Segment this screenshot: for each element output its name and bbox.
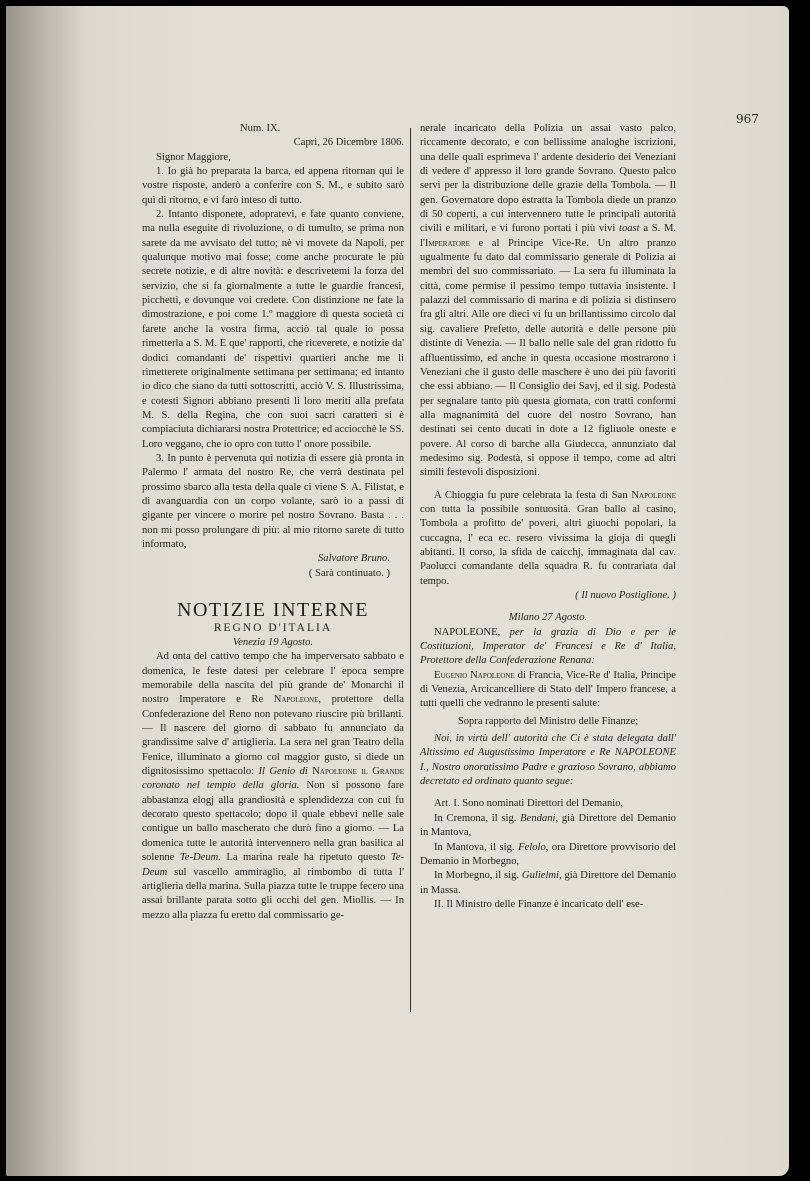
column-divider (410, 128, 411, 1012)
venezia-article: Ad onta del cattivo tempo che ha imperversato sabbato e domenica, le feste datesi per celebrare l' epoca sempre memorabile della nascita del più grande de' Monarchi il nostro Imperatore e Re Napoleone, protettore della Confederazione del Reno non potevano riuscire più brillanti. — Il nascere del giorno di sabbato fu annunciato da grandissime salve d' artiglieria. La sera nel gran Teatro della Fenice, illuminato a giorno col maggior gusto, si diede un dignitosissimo spettacolo: Il Genio di Napoleone il Grande coronato nel tempio della gloria. Non si possono fare abbastanza elogj alla grandiosità e splendidezza con cui fu decorato questo spettacolo; dopo il quale ebbevi nelle sale contigue un ballo mascherato che durò fino a giorno. — La domenica tutte le autorità intervennero nella gran basilica al solenne Te-Deum. La marina reale ha ripetuto questo Te-Deum sul vascello ammiraglio, al rimbombo di tutta l' artiglieria della marina. Sulla piazza tutte le truppe fecero una assai brillante parata sotto gli occhi del gen. Miollis. — In mezzo alla piazza fu eretto dal commissario ge- (142, 651, 404, 921)
morbegno-line: In Morbegno, il sig. Gulielmi, già Direttore del Demanio in Massa. (420, 870, 676, 896)
venezia-article-continued: nerale incaricato della Polizia un assai vasto palco, riccamente decorato, e con bellissime analoghe iscrizioni, una delle quali esprimeva l' ardente desiderio dei Veneziani di vedere d' appresso il loro grande Sovrano. Questo palco servì per la distribuzione delle grazie della Tombola. — Il gen. Governatore dopo estratta la Tombola diede un pranzo di 50 coperti, a cui intervennero tutte le principali autorità civili e militari, e vi furono portati i più vivi toast a S. M. l'Imperatore e al Principe Vice-Re. Un altro pranzo ugualmente fu dato dal commissario generale di Polizia ai membri del suo commissariato. — La sera fu illuminata la città, come permise il pessimo tempo tuttavia insistente. I palazzi del commissario di marina e di polizia si distinsero fra gli altri. Alle ore dieci vi fu un brillantissimo circolo dal sig. cavaliere Prefetto, delle autorità e delle persone più distinte di Venezia. — Il ballo nelle sale del gran ridotto fu affluentissimo, ed anche in questa occasione mostrarono i Veneziani che il gusto delle maschere è uno dei più favoriti che essi abbiano. — Il Consiglio dei Savj, ed il sig. Podestà per segnalare tanto più questa giornata, con tratti conformi alla magnanimità del cuore del nostro Sovrano, han destinati sei cento ducati in dote a 12 figliuole oneste e povere. Al corso di barche alla Giudecca, annunziato dal medesimo sig. Podestà, si oppose il tempo, come ad altri simili festevoli disposizioni. (420, 123, 677, 479)
section-headline: NOTIZIE INTERNE (177, 599, 369, 621)
right-column (420, 122, 676, 912)
left-column (142, 122, 404, 923)
article-1: Art. I. Sono nominati Direttori del Demanio, (434, 798, 624, 810)
sopra-rapporto: Sopra rapporto del Ministro delle Finanze; (457, 715, 639, 727)
source-note: ( Il nuovo Postiglione. ) (575, 590, 676, 601)
letter-paragraph-2: 2. Intanto disponete, adopratevi, e fate quanto conviene, ma nulla eseguite di rivoluzione, o di tumulto, se prima non sarete da me avvisato del tutto; nè vi movete da Napoli, per qualunque motivo mai fosse; come anche procurate le più secrete notizie, e di altre novità: e descrivetemi la forza del servizio, che si fa giornalmente a tutte le guardie francesi, picchetti, e dovunque voi credete. Con distinzione ne fate la dimostrazione, e poi come 1.º maggiore di questa società ci farete anche la vostra firma, acciò tal quale io possa rimetterla a S. M. E que' rapporti, che riceverete, e notizie da' dodici comandanti de' rispettivi quartieri anche me li rimetterete originalmente settimana per settimana; ed intanto io dico che siano da tutti sottoscritti, acciò V. S. Illustrissima, e cotesti Signori abbiano presenti li loro meriti alla prefata M. S. della Regina, che con suoi sacri caratteri si è compiaciuta dichiararsi nostra Protettrice; ed acciocchè le SS. Loro veggano, che io opro con tutto l' onore possibile. (142, 209, 404, 450)
page-fold-shadow (6, 6, 86, 1176)
noi-paragraph: Noi, in virtù dell' autorità che Ci è stata delegata dall' Altissimo ed Augustissimo Imperatore e Re NAPOLEONE I., Nostro onoratissimo Padre e grazioso Sovrano, abbiamo decretato ed ordinato quanto segue: (420, 733, 676, 788)
letter-signature: Salvatore Bruno. (318, 553, 390, 565)
milano-dateline: Milano 27 Agosto. (508, 612, 588, 624)
letter-header (142, 122, 404, 136)
cremona-line: In Cremona, il sig. Bendani, già Direttore del Demanio in Mantova, (420, 812, 676, 839)
continued-note: ( Sarà continuato. ) (308, 567, 390, 579)
napoleone-name: Napoleone (273, 694, 319, 706)
decree-heading: NAPOLEONE, per la grazia di Dio e per le Costituzioni, Imperator de' Francesi e Re d' Italia, Protettore della Confederazione Renana: (420, 626, 676, 667)
venezia-dateline: Venezia 19 Agosto. (232, 637, 314, 648)
letter-paragraph-3: 3. In punto è pervenuta quì notizia di essere già pronta in Palermo l' armata del nostro Re, che verrà destinata pel prossimo sbarco alla testa della quale ci viene S. A. Filistat, e di avanguardia con un corpo volante, sarò io a passi di gigante per vincere o morire pel nostro Sovrano. Basta . . . non mi posso prolungare di più: al mio ritorno sarete di tutto informato, (142, 452, 404, 550)
letter-number: Num. IX. (240, 123, 281, 134)
chioggia-article: A Chioggia fu pure celebrata la festa di San Napoleone con tutta la possibile sontuosità. Gran ballo al casino, Tombola a profitto de' poveri, altri giuochi popolari, la cuccagna, l' eca ec. resero vivissima la gioja di quegli abitanti. Il corso, la sfida de caicchj, immaginata dal cav. Paolucci comandante della squadra R. fu contrariata dal tempo. (420, 489, 676, 587)
page-number: 967 (736, 112, 759, 126)
mantova-line: In Mantova, il sig. Felolo, ora Direttore provvisorio del Demanio in Morbegno, (420, 841, 676, 867)
letter-salutation: Signor Maggiore, (156, 151, 231, 163)
letter-paragraph-1: 1. Io già ho preparata la barca, ed appena ritornan qui le vostre risposte, anderò a conferire con S. M., e subito sarò quì di ritorno, e vi farò inteso di tutto. (142, 166, 404, 206)
letter-place-date: Capri, 26 Dicembre 1806. (293, 137, 404, 149)
article-2: II. Il Ministro delle Finanze è incaricato dell' ese- (434, 898, 644, 910)
eugenio-paragraph: Eugenio Napoleone di Francia, Vice-Re d' Italia, Principe di Venezia, Arcicancelliere di Stato dell' Impero francese, a tutti quelli che vedranno le presenti salute: (420, 669, 676, 710)
section-subhead: REGNO D'ITALIA (213, 622, 333, 634)
